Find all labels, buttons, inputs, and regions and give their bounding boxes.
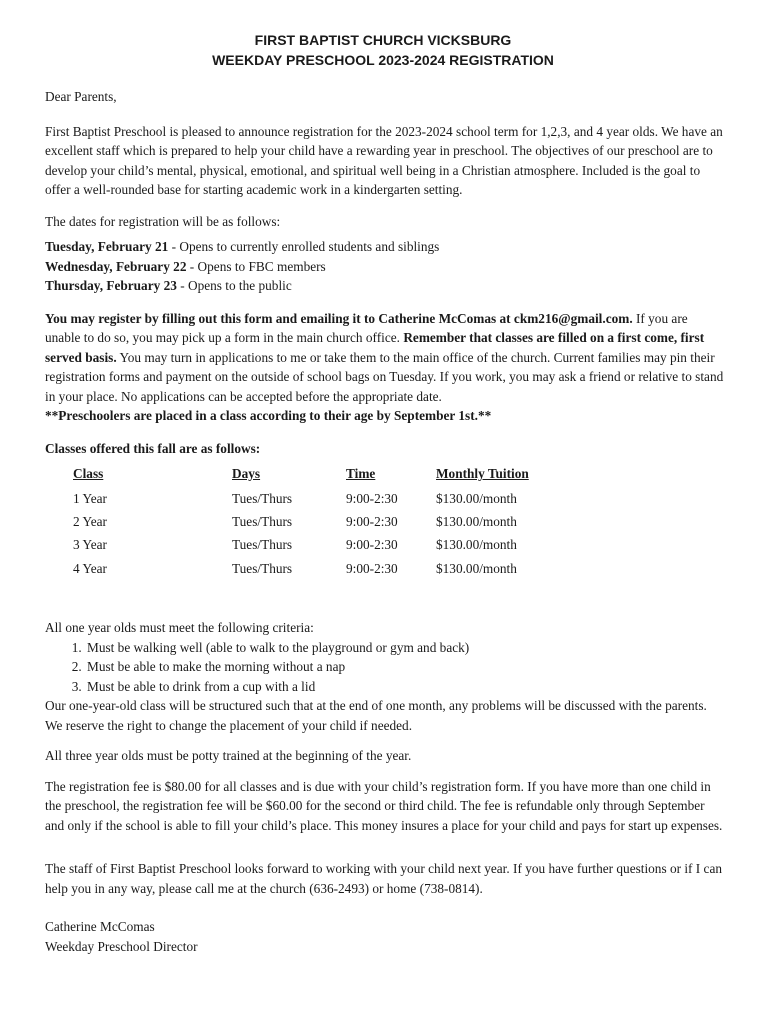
list-item: 1. Must be walking well (able to walk to the playground or gym and back) <box>85 638 725 658</box>
column-header-tuition: Monthly Tuition <box>436 466 529 481</box>
date-day: Wednesday, February 22 <box>45 258 187 274</box>
registration-dates <box>45 237 725 296</box>
potty-training-notice: All three year olds must be potty trained at the beginning of the year. <box>45 748 412 764</box>
register-text-1: If you are unable to do so, you may pick up a form in the main church office. <box>45 310 688 345</box>
date-desc: - Opens to FBC members <box>186 258 326 274</box>
date-day: Thursday, February 23 <box>45 278 177 293</box>
signature-title: Weekday Preschool Director <box>45 939 198 955</box>
first-come-notice: Remember that classes are filled on a first come, first served basis. <box>45 330 705 365</box>
age-placement-notice: **Preschoolers are placed in a class according to their age by September 1st.** <box>45 408 492 423</box>
cell-class: 1 Year <box>73 490 107 506</box>
classes-heading-text: Classes offered this fall are as follows: <box>45 440 261 456</box>
cell-days: Tues/Thurs <box>232 560 293 576</box>
cell-time: 9:00-2:30 <box>346 490 398 506</box>
intro-paragraph: First Baptist Preschool is pleased to announce registration for the 2023-2024 school term for 1,2,3, and 4 year olds. We have an excellent staff which is prepared to help your child have a rewarding year in preschool. The objectives of our preschool are to develop your child’s mental, physical, emotional, and spiritual well being in a Christian atmosphere. Included is the goal to offer a well-rounded base for starting academic work in a kindergarten setting. <box>45 123 723 197</box>
cell-days: Tues/Thurs <box>232 490 293 506</box>
cell-time: 9:00-2:30 <box>346 537 398 553</box>
criteria-list <box>45 638 725 697</box>
fee-paragraph: The registration fee is $80.00 for all classes and is due with your child’s registration form. If you have more than one child in the preschool, the registration fee will be $60.00 for the second or third child. The fee is refundable only through September and only if the school is able to fill your child’s place. This money insures a place for your child and pays for start up expenses. <box>45 778 723 833</box>
date-desc: - Opens to the public <box>176 278 292 293</box>
header-line-2: WEEKDAY PRESCHOOL 2023-2024 REGISTRATION <box>212 52 554 68</box>
register-paragraph <box>45 309 725 426</box>
criteria-note: Our one-year-old class will be structured such that at the end of one month, any problems will be discussed with the parents. We reserve the right to change the placement of your child if needed. <box>45 698 707 733</box>
table-row <box>73 534 566 557</box>
date-line <box>45 237 725 257</box>
column-header-time: Time <box>346 466 376 481</box>
cell-tuition: $130.00/month <box>436 560 517 576</box>
list-item: 3. Must be able to drink from a cup with a lid <box>85 677 725 697</box>
cell-time: 9:00-2:30 <box>346 560 398 576</box>
table-header-row <box>73 464 566 487</box>
table-row <box>73 510 566 533</box>
date-desc: - Opens to currently enrolled students and siblings <box>168 239 440 254</box>
cell-tuition: $130.00/month <box>436 490 517 506</box>
register-email-instruction: You may register by filling out this form and emailing it to Catherine McComas at ckm216@gmail.com. <box>45 310 633 326</box>
classes-heading <box>45 439 725 459</box>
table-row <box>73 487 566 510</box>
classes-table <box>73 464 566 580</box>
cell-class: 2 Year <box>73 513 107 529</box>
column-header-days: Days <box>232 466 261 481</box>
greeting: Dear Parents, <box>45 89 117 104</box>
cell-class: 4 Year <box>73 560 107 576</box>
cell-days: Tues/Thurs <box>232 537 293 553</box>
column-header-class: Class <box>73 466 104 481</box>
registration-letter <box>45 30 725 957</box>
criteria-intro: All one year olds must meet the following criteria: <box>45 620 314 636</box>
register-text-2: You may turn in applications to me or take them to the main office of the church. Current families may pin their registration forms and payment on the outside of school bags on Tuesday. If you work, you may ask a friend or relative to stand in your place. No applications can be accepted before the appropriate date. <box>45 349 724 404</box>
signature-block <box>45 917 725 957</box>
cell-days: Tues/Thurs <box>232 513 293 529</box>
list-item: 2. Must be able to make the morning without a nap <box>85 657 725 677</box>
date-line <box>45 276 725 296</box>
signature-name: Catherine McComas <box>45 919 155 935</box>
closing-paragraph: The staff of First Baptist Preschool looks forward to working with your child next year. If you have further questions or if I can help you in any way, please call me at the church (636-2493) or home (738-0814). <box>45 861 723 896</box>
table-row <box>73 557 566 580</box>
date-line <box>45 257 725 277</box>
dates-intro: The dates for registration will be as follows: <box>45 213 281 229</box>
cell-tuition: $130.00/month <box>436 513 517 529</box>
cell-class: 3 Year <box>73 537 107 553</box>
cell-time: 9:00-2:30 <box>346 513 398 529</box>
date-day: Tuesday, February 21 <box>45 239 169 254</box>
header-line-1: FIRST BAPTIST CHURCH VICKSBURG <box>254 32 512 48</box>
cell-tuition: $130.00/month <box>436 537 517 553</box>
